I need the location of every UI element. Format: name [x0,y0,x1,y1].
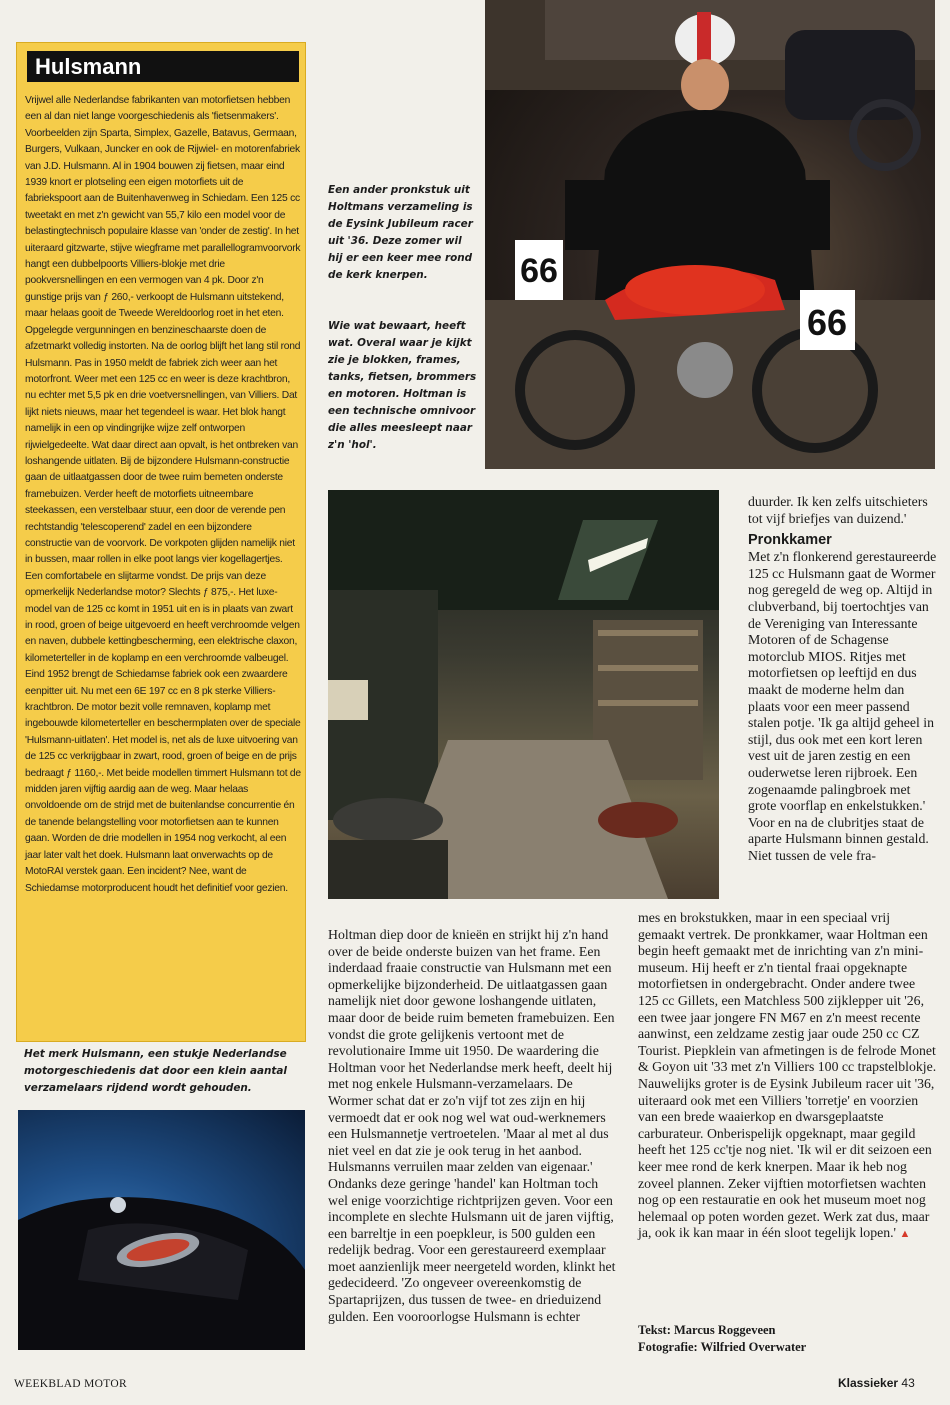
footer-section-label: Klassieker [838,1376,899,1390]
photo-tank-illustration [18,1110,305,1350]
caption-hulsmann: Het merk Hulsmann, een stukje Nederlandse motorgeschiedenis dat door een klein aantal verzamelaars rijdend wordt gehouden. [24,1048,287,1094]
article-continuation: duurder. Ik ken zelfs uitschieters tot vijf briefjes van duizend.' [748,494,928,526]
end-mark-icon: ▲ [899,1228,911,1241]
photo-workshop [328,490,719,899]
svg-text:66: 66 [806,302,848,343]
article-closing-text: mes en brokstukken, maar in een speciaal vrij gemaakt vertrek. De pronkkamer, waar Holtman een begin heeft gemaakt met de inrichting van z'n mini-museum. Hij heeft er z'n tiental fraai opgeknapte motorfietsen in ondergebracht. Onder andere twee 125 cc Gillets, een Matchless 500 zijklepper uit '26, een twee jaar jongere FN M67 en z'n meest recente aanwinst, een zeldzame zestig jaar oude 250 cc CZ Tourist. Piepklein van afmetingen is de felrode Monet & Goyon uit '33 met z'n Villiers 100 cc trapstelblokje. Nauwelijks groter is de Eysink Jubileum racer uit '36, uiteraard ook met een Villiers 'torretje' en voorzien van een brede waaierkop en dwarsgeplaatste carburateur. Onberispelijk opgeknapt, maar gegild heeft het 125 cc'tje nog niet. 'Ik wil er dit seizoen een keer mee rond de kerk knerpen. Maar ik heb nog zoveel plannen. Zeker vijftien motorfietsen wachten nog op een restauratie en ook het museum moet nog helemaal op poten worden gezet. Werk zat dus, maar ja, ook ik kan maar in één sloot tegelijk lopen.' [638,910,937,1241]
photo-hulsmann-tank [18,1110,305,1350]
photo-rider-eysink [485,0,935,469]
article-column-right-upper [748,494,938,864]
sidebar-title: Hulsmann [27,51,299,82]
credit-photo: Fotografie: Wilfried Overwater [638,1340,807,1354]
page-number: 43 [901,1376,915,1390]
footer-section-page [838,1376,915,1390]
caption-collector: Wie wat bewaart, heeft wat. Overal waar je kijkt zie je blokken, frames, tanks, fietsen, brommers en motoren. Holtman is een technische omnivoor die alles meesleept naar z'n 'hol'. [328,320,477,451]
photo-rider-illustration [485,0,935,469]
sidebar-box [16,42,306,1042]
credits [638,1322,938,1356]
credit-text: Tekst: Marcus Roggeveen [638,1323,776,1337]
sidebar-body-text: Vrijwel alle Nederlandse fabrikanten van motorfietsen hebben een al dan niet lange voorgeschiedenis als 'fietsenmakers'. Voorbeelden zijn Sparta, Simplex, Gazelle, Batavus, Germaan, Burgers, Vulkaan, Juncker en ook de Rijwiel- en motorenfabriek van J.D. Hulsmann. Al in 1904 bouwen zij fietsen, maar eind 1939 knort er plotseling een eigen motorfiets uit de fabriekspoort aan de Buitenhavenweg in Schiedam. Een 125 cc tweetakt en met z'n gewicht van 55,7 kilo een model voor de belastingtechnisch populaire klasse van 'onder de zestig'. In het uiteraard gitzwarte, stijve wiegframe met parallellogramvoorvork hangt een dubbelpoorts Villiers-blokje met drie pookversnellingen en een vermogen van 4 pk. Door z'n gunstige prijs van ƒ 260,- verkoopt de Hulsmann uitstekend, maar helaas gooit de Tweede Wereldoorlog roet in het eten. Opgelegde vergunningen en benzineschaarste doen de afzetmarkt volledig instorten. Na de oorlog blijft het lang stil rond Hulsmann. Pas in 1950 meldt de fabriek zich weer aan het motorfront. Weer met een 125 cc en weer is deze krachtbron, nu echter met 5,5 pk en drie voetversnellingen, van Villiers. Dat lijkt niets nieuws, maar het tegendeel is waar. Het blok hangt namelijk in een op vindingrijke wijze zelf ontworpen rijwielgedeelte. Wat daar direct aan opvalt, is het ontbreken van loshangende uitlaten. Bij de bijzondere Hulsmann-constructie gaan de uitlaatgassen door de twee ruim bemeten onderste framebuizen. Verder heeft de motorfiets uitneembare steekassen, een verstelbaar stuur, een door de verende pen rechtstandig 'telescoperend' zadel en een bijzondere constructie van de voorvork. De vorkpoten glijden namelijk niet in bussen, maar rollen in elke poot langs vier kogellagertjes. Een comfortabele en slijtarme vondst. De prijs van deze opmerkelijk Nederlandse motor? Slechts ƒ 875,-. Het luxe-model van de 125 cc komt in 1951 uit en is in plaats van zwart in rood, groen of beige uitgevoerd en heeft verchroomde velgen en naven, dubbele kettingbescherming, een elektrische claxon, kilometerteller in de koplamp en een verchroomde valbeugel. Eind 1952 brengt de Schiedamse fabriek ook een zwaardere eenpitter uit. Nu met een 6E 197 cc en 8 pk sterke Villiers-krachtbron. De motor bezit volle remnaven, koplamp met ingebouwde kilometerteller en beschermplaten over de speciale 'Hulsmann-uitlaten'. Het model is, net als de luxe uitvoering van de 125 cc verkrijgbaar in zwart, rood, groen of beige en de prijs bedraagt ƒ 1160,-. Met beide modellen timmert Hulsmann tot de midden jaren vijftig aardig aan de weg. Maar helaas onvoldoende om de strijd met de buitenlandse concurrentie én de tanende belangstelling voor motorfietsen aan te kunnen gaan. Worden de drie modellen in 1954 nog verkocht, al een jaar later valt het doek. Hulsmann laat onverwachts op de MotoRAI verstek gaan. Een incident? Nee, want de Schiedamse motorproducent houdt het definitief voor gezien. [25,95,301,894]
svg-text:66: 66 [520,252,558,290]
subheading-pronkkamer: Pronkkamer [748,532,832,549]
article-column-middle: Holtman diep door de knieën en strijkt hij z'n hand over de beide onderste buizen van het frame. Een inderdaad fraaie constructie van Hulsmann met een opmerkelijke bijzonderheid. De uitlaatgassen gaan namelijk niet door gewone loshangende uitlaten, maar door de beide ruim bemeten framebuizen. Een vondst die grote gelijkenis vertoont met de revolutionaire Imme uit 1950. De waardering die Holtman voor het Nederlandse merk heeft, deelt hij met nog enkele Hulsmann-verzamelaars. De Wormer schat dat er zo'n vijf tot zes zijn en hij vermoedt dat er ook nog wel wat oud-werknemers een Hulsmannetje vertroetelen. 'Maar al met al dus niet veel en dat zie je ook terug in het aanbod. Hulsmanns verruilen maar zelden van eigenaar.' Ondanks deze geringe 'handel' kan Holtman toch wel enige voorzichtige richtprijzen geven. Voor een incomplete en slechte Hulsmann uit de jaren vijftig, een barreltje in een poepkleur, is 500 gulden een redelijk bedrag. Voor een gerestaureerd exemplaar moet aanzienlijk meer neergeteld worden, klinkt het gedecideerd. 'Zo ongeveer overeenkomstig de Spartaprijzen, dus tussen de twee- en drieduizend gulden. Een vooroorlogse Hulsmann is echter [328,927,616,1324]
caption-eysink-racer: Een ander pronkstuk uit Holtmans verzameling is de Eysink Jubileum racer uit '36. Deze zomer wil hij er een keer mee rond de kerk knerpen. [328,184,473,281]
article-pronkkamer-text: Met z'n flonkerend gerestaureerde 125 cc Hulsmann gaat de Wormer nog geregeld de weg op. Altijd in clubverband, bij toertochtjes van de Vereniging van Interessante Motoren of de Schagense motorclub MIOS. Ritjes met motorfietsen op leeftijd en dus maakt de moderne helm dan plaats voor een meer passend stalen potje. 'Ik ga altijd geheel in stijl, dus ook met een kort leren vest uit de jaren zestig en een ouderwetse leren rijbroek. Een zogenaamde palingbroek met grote voorflap en enkelstukken.' Voor en na de clubritjes staat de aparte Hulsmann binnen gestald. Niet tussen de vele fra- [748,549,937,863]
photo-workshop-illustration [328,490,719,899]
footer-publication: WEEKBLAD MOTOR [14,1378,127,1390]
article-column-right-lower [638,910,938,1243]
